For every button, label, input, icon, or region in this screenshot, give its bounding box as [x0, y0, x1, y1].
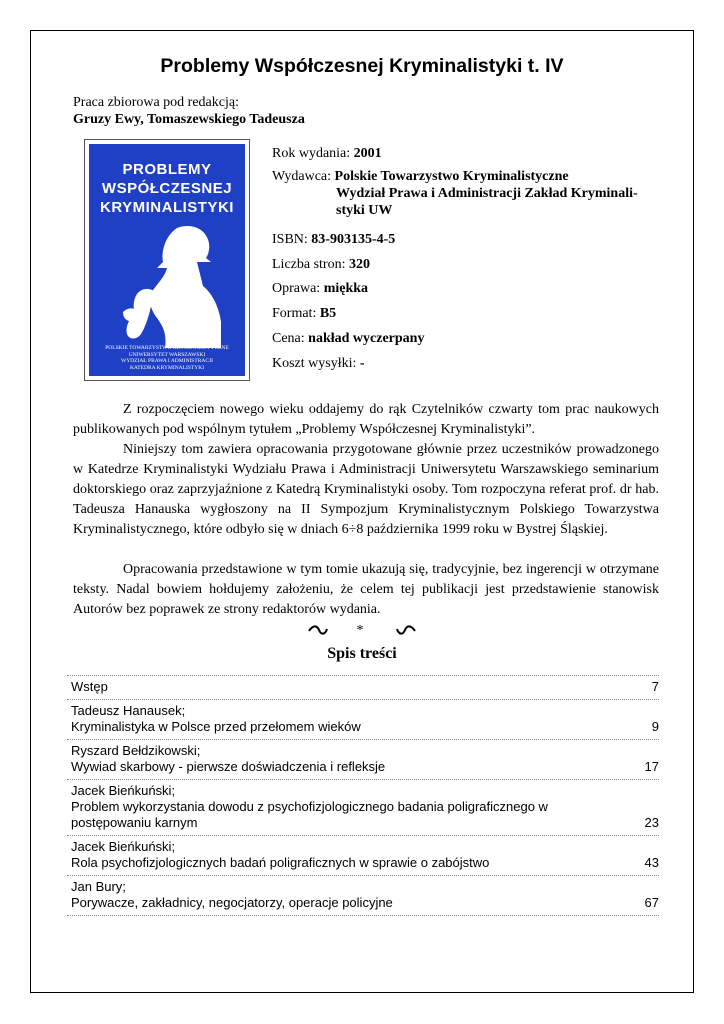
toc-title: Spis treści	[327, 645, 397, 662]
intro-paragraph-2: Niniejszy tom zawiera opracowania przygotowane głównie przez uczestników prowadzonego w Katedrze Kryminalistyki Wydziału Prawa i Administracji Uniwersytetu Warszawskiego seminarium doktorskiego oraz zaprzyjaźnione z Katedrą Kryminalistyki osoby. Tom rozpoczyna referat prof. dr hab. Tadeusza Hanauska wygłoszony na II Sympozjum Kryminalistycznym Polskiego Towarzystwa Kryminalistycznego, które odbyło się w dniach 6÷8 października 1999 roku w Bystrej Śląskiej.	[73, 442, 659, 537]
intro-paragraph-3: Opracowania przedstawione w tym tomie ukazują się, tradycyjnie, bez ingerencji w otrzymane teksty. Nadal bowiem hołdujemy założeniu, że celem tej publikacji jest przedstawienie stanowisk Autorów bez poprawek ze strony redaktorów wydania.	[73, 562, 659, 617]
toc-entry-author: Jacek Bieńkuński;	[71, 783, 176, 798]
toc-entry-page: 9	[651, 719, 659, 734]
cover-background	[89, 144, 245, 376]
meta-shipping-label: Koszt wysyłki:	[272, 356, 357, 371]
right-flourish-icon	[395, 625, 417, 637]
meta-price-label: Cena:	[272, 331, 305, 346]
meta-publisher-line1: Polskie Towarzystwo Kryminalistyczne	[334, 169, 569, 184]
meta-pages-label: Liczba stron:	[272, 257, 346, 272]
meta-binding-label: Oprawa:	[272, 281, 321, 296]
meta-publisher-line3: styki UW	[336, 203, 393, 218]
meta-publisher-line2: Wydział Prawa i Administracji Zakład Kryminali-	[336, 186, 638, 201]
meta-year-label: Rok wydania:	[272, 146, 351, 161]
editors: Gruzy Ewy, Tomaszewskiego Tadeusza	[73, 112, 305, 127]
toc-entry-author: Tadeusz Hanausek;	[71, 703, 186, 718]
toc-entry-title: Rola psychofizjologicznych badań poligraficznych w sprawie o zabójstwo	[71, 855, 490, 870]
intro-paragraph-1: Z rozpoczęciem nowego wieku oddajemy do rąk Czytelników czwarty tom prac naukowych publikowanych pod wspólnym tytułem „Problemy Współczesnej Kryminalistyki”.	[73, 402, 659, 437]
meta-pages-value: 320	[348, 257, 370, 272]
toc-entry[interactable]	[67, 739, 659, 779]
toc-entry[interactable]	[67, 835, 659, 875]
toc-entry-page: 23	[644, 815, 659, 830]
meta-isbn	[272, 231, 395, 248]
meta-shipping-value: -	[359, 356, 365, 371]
toc-entry-title: Problem wykorzystania dowodu z psychofizjologicznego badania poligraficznego w postępowaniu karnym	[71, 799, 548, 830]
toc-entry-page: 43	[644, 855, 659, 870]
toc-entry[interactable]	[67, 699, 659, 739]
toc-entry[interactable]	[67, 779, 659, 835]
table-of-contents	[67, 675, 659, 916]
cover-title: PROBLEMY WSPÓŁCZESNEJ KRYMINALISTYKI	[100, 161, 234, 216]
editors-label: Praca zbiorowa pod redakcją:	[73, 95, 239, 110]
ornament-star: *	[356, 623, 368, 638]
detective-silhouette-icon	[107, 222, 229, 352]
meta-isbn-label: ISBN:	[272, 232, 308, 247]
left-flourish-icon	[307, 625, 329, 637]
toc-entry-author: Ryszard Bełdzikowski;	[71, 743, 201, 758]
meta-publisher	[272, 168, 569, 185]
meta-publisher-label: Wydawca:	[272, 169, 332, 184]
meta-price	[272, 330, 424, 347]
toc-entry-title: Porywacze, zakładnicy, negocjatorzy, operacje policyjne	[71, 895, 393, 910]
toc-entry[interactable]	[67, 875, 659, 916]
meta-format-label: Format:	[272, 306, 317, 321]
meta-format	[272, 305, 336, 322]
book-cover-image	[84, 139, 250, 381]
section-ornament	[30, 623, 694, 639]
meta-year	[272, 145, 382, 162]
meta-binding	[272, 280, 368, 297]
toc-entry-title: Wywiad skarbowy - pierwsze doświadczenia i refleksje	[71, 759, 386, 774]
toc-entry-author: Jan Bury;	[71, 879, 126, 894]
toc-entry[interactable]	[67, 675, 659, 699]
meta-format-value: B5	[319, 306, 337, 321]
toc-entry-page: 17	[644, 759, 659, 774]
page-title: Problemy Współczesnej Kryminalistyki t. IV	[160, 55, 564, 77]
meta-pages	[272, 256, 370, 273]
meta-price-value: nakład wyczerpany	[308, 331, 425, 346]
toc-entry-title: Wstęp	[71, 679, 108, 694]
toc-entry-page: 67	[644, 895, 659, 910]
toc-entry-page: 7	[651, 679, 659, 694]
meta-year-value: 2001	[353, 146, 382, 161]
toc-entry-title: Kryminalistyka w Polsce przed przełomem wieków	[71, 719, 361, 734]
meta-isbn-value: 83-903135-4-5	[311, 232, 396, 247]
meta-binding-value: miękka	[323, 281, 369, 296]
cover-institution: POLSKIE TOWARZYSTWO KRYMINALISTYCZNE UNIWERSYTET WARSZAWSKI WYDZIAŁ PRAWA I ADMINISTRACJI KATEDRA KRYMINALISTYKI	[105, 345, 229, 371]
meta-shipping	[272, 355, 365, 372]
toc-entry-author: Jacek Bieńkuński;	[71, 839, 176, 854]
